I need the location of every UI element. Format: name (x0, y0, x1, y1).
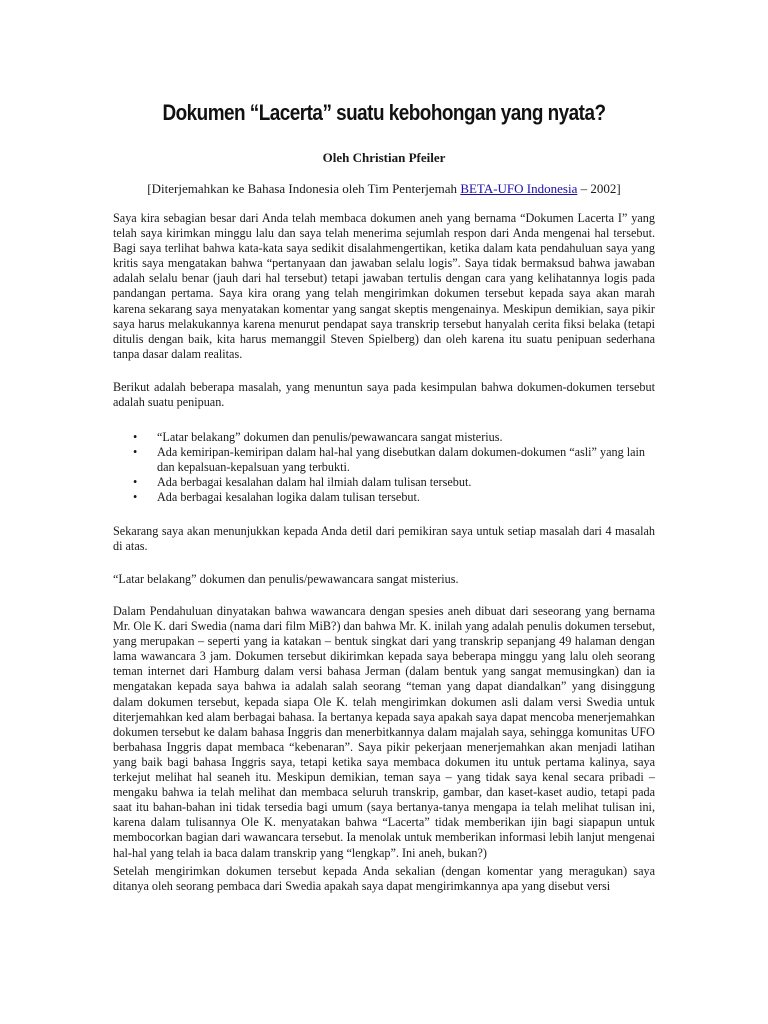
paragraph-details: Sekarang saya akan menunjukkan kepada Anda detil dari pemikiran saya untuk setiap masalah dari 4 masalah di atas. (113, 524, 655, 554)
paragraph-intro: Saya kira sebagian besar dari Anda telah membaca dokumen aneh yang bernama “Dokumen Lacerta I” yang telah saya kirimkan minggu lalu dan saya telah menerima sejumlah respon dari Anda mengenai hal tersebut. Bagi saya terlihat bahwa kata-kata saya sedikit disalahmengertikan, ketika dalam kata pendahuluan saya yang kritis saya mengatakan bahwa “pertanyaan dan jawaban selalu logis”. Saya tidak bermaksud bahwa jawaban adalah selalu benar (jauh dari hal tersebut) tetapi jawaban tertulis dengan cara yang kelihatannya logis pada pandangan pertama. Saya kira orang yang telah mengirimkan dokumen tersebut kepada saya akan marah karena sekarang saya menyatakan komentar yang sangat skeptis mengenainya. Meskipun demikian, saya pikir saya harus melakukannya karena menurut pendapat saya transkrip tersebut hanyalah cerita fiksi belaka (tetapi ditulis dengan baik, kita harus memanggil Steven Spielberg) dan oleh karena itu suatu penipuan sederhana tanpa dasar dalam realitas. (113, 211, 655, 361)
author-line: Oleh Christian Pfeiler (322, 150, 446, 165)
paragraph-background: Dalam Pendahuluan dinyatakan bahwa wawancara dengan spesies aneh dibuat dari seseorang yang bernama Mr. Ole K. dari Swedia (nama dari film MiB?) dan bahwa Mr. K. inilah yang adalah penulis dokumen tersebut, yang merupakan – seperti yang ia katakan – bentuk singkat dari yang transkrip sepanjang 49 halaman dengan lama wawancara 3 jam. Dokumen tersebut dikirimkan kepada saya beberapa minggu yang lalu oleh seorang teman internet dari Hamburg dalam versi bahasa Jerman (dalam bentuk yang sangat memusingkan) dan ia mengatakan kepada saya bahwa ia adalah salah seorang “teman yang dapat diandalkan” yang disinggung dalam dokumen tersebut, kepada siapa Ole K. telah mengirimkan dokumen asli dalam versi Swedia untuk diterjemahkan ked alam berbagai bahasa. Ia bertanya kepada saya apakah saya dapat mencoba menerjemahkan dokumen tersebut ke dalam bahasa Inggris dan menerbitkannya dalam majalah saya, sehingga komunitas UFO berbahasa Inggris dapat membaca “kebenaran”. Saya pikir pekerjaan menerjemahkan akan menjadi latihan yang baik bagi bahasa Inggris saya, tetapi ketika saya membaca dokumen itu untuk pertama kalinya, saya terkejut melihat hal seaneh itu. Meskipun demikian, teman saya – yang tidak saya kenal secara pribadi – mengaku bahwa ia telah melihat dan membaca seluruh transkrip, gambar, dan kaset-kaset audio, tetapi pada saat itu bahan-bahan ini tidak tersedia bagi umum (saya bertanya-tanya mengapa ia telah melihat tulisan ini, karena dalam tulisannya Ole K. menyatakan bahwa “Lacerta” tidak memberikan ijin bagi siapapun untuk membocorkan bagian dari wawancara tersebut. Ia menolak untuk memberikan informasi lebih lanjut mengenai hal-hal yang telah ia baca dalam transkrip yang “lengkap”. Ini aneh, bukan?) (113, 604, 655, 860)
problem-list (113, 430, 655, 505)
section-heading: “Latar belakang” dokumen dan penulis/pewawancara sangat misterius. (113, 572, 459, 586)
list-item: • Ada kemiripan-kemiripan dalam hal-hal yang disebutkan dalam dokumen-dokumen “asli” yang lain dan kepalsuan-kepalsuan yang terbukti. (113, 445, 655, 475)
list-item: • “Latar belakang” dokumen dan penulis/pewawancara sangat misterius. (113, 430, 655, 445)
translator-suffix: – 2002] (577, 181, 621, 196)
bullet-icon: • (133, 475, 138, 490)
list-item: • Ada berbagai kesalahan dalam hal ilmiah dalam tulisan tersebut. (113, 475, 655, 490)
document-title: Dokumen “Lacerta” suatu kebohongan yang nyata? (162, 100, 606, 125)
paragraph-after-sending: Setelah mengirimkan dokumen tersebut kepada Anda sekalian (dengan komentar yang meragukan) saya ditanya oleh seorang pembaca dari Swedia apakah saya dapat mengirimkannya apa yang disebut versi (113, 864, 655, 894)
paragraph-problems: Berikut adalah beberapa masalah, yang menuntun saya pada kesimpulan bahwa dokumen-dokumen tersebut adalah suatu penipuan. (113, 380, 655, 410)
translator-prefix: [Diterjemahkan ke Bahasa Indonesia oleh Tim Penterjemah (147, 181, 461, 196)
list-item: • Ada berbagai kesalahan logika dalam tulisan tersebut. (113, 490, 655, 505)
beta-ufo-link[interactable]: BETA-UFO Indonesia (460, 181, 578, 196)
bullet-icon: • (133, 490, 138, 505)
translator-note (0, 181, 768, 197)
bullet-icon: • (133, 445, 138, 460)
bullet-icon: • (133, 430, 138, 444)
